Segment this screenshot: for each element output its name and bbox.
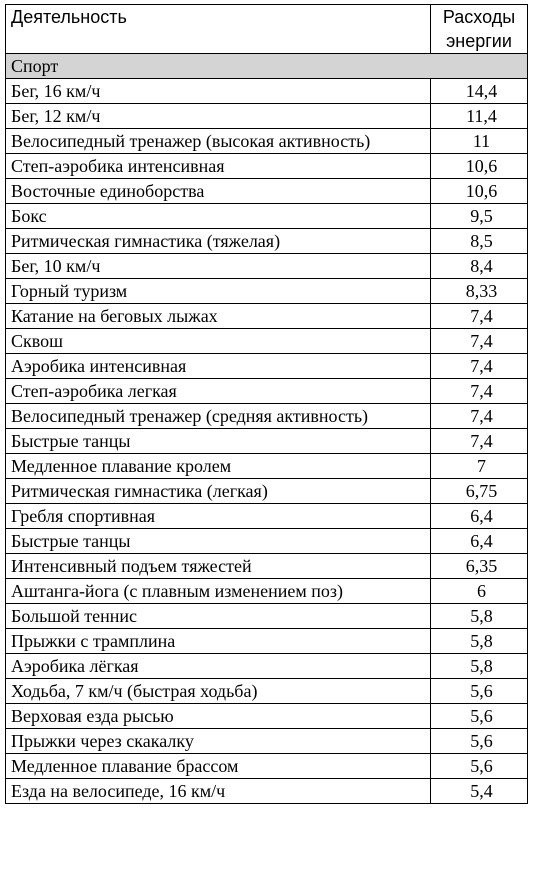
header-energy: [431, 5, 528, 54]
activity-cell: Бег, 10 км/ч: [6, 254, 431, 279]
activity-cell: Быстрые танцы: [6, 429, 431, 454]
activity-cell: Горный туризм: [6, 279, 431, 304]
activity-cell: Степ-аэробика легкая: [6, 379, 431, 404]
table-row: [6, 354, 528, 379]
table-row: [6, 554, 528, 579]
energy-cell: 11: [431, 129, 528, 154]
activity-cell: Бег, 16 км/ч: [6, 79, 431, 104]
energy-cell: 6,75: [431, 479, 528, 504]
table-row: [6, 679, 528, 704]
energy-cell: 8,33: [431, 279, 528, 304]
table-row: [6, 579, 528, 604]
activity-cell: Прыжки через скакалку: [6, 729, 431, 754]
activity-cell: Аэробика лёгкая: [6, 654, 431, 679]
activity-cell: Аэробика интенсивная: [6, 354, 431, 379]
table-row: [6, 204, 528, 229]
energy-cell: 14,4: [431, 79, 528, 104]
energy-cell: 11,4: [431, 104, 528, 129]
table-row: [6, 254, 528, 279]
energy-cell: 9,5: [431, 204, 528, 229]
energy-cell: 6,4: [431, 504, 528, 529]
energy-cell: 8,5: [431, 229, 528, 254]
energy-cell: 5,8: [431, 604, 528, 629]
header-energy-line1: Расходы: [442, 7, 516, 27]
table-row: [6, 429, 528, 454]
energy-cell: 7,4: [431, 379, 528, 404]
table-header-row: [6, 5, 528, 54]
table-row: [6, 329, 528, 354]
energy-cell: 8,4: [431, 254, 528, 279]
table-row: [6, 479, 528, 504]
table-row: [6, 754, 528, 779]
table-row: [6, 79, 528, 104]
energy-cell: 6,4: [431, 529, 528, 554]
table-row: [6, 604, 528, 629]
energy-cell: 7,4: [431, 304, 528, 329]
activity-cell: Езда на велосипеде, 16 км/ч: [6, 779, 431, 804]
energy-cell: 5,8: [431, 629, 528, 654]
activity-cell: Велосипедный тренажер (высокая активность): [6, 129, 431, 154]
activity-cell: Степ-аэробика интенсивная: [6, 154, 431, 179]
activity-cell: Медленное плавание брассом: [6, 754, 431, 779]
table-row: [6, 129, 528, 154]
energy-cell: 5,6: [431, 754, 528, 779]
header-activity: Деятельность: [6, 5, 431, 54]
energy-cell: 7,4: [431, 329, 528, 354]
section-row: [6, 54, 528, 79]
activity-cell: Ритмическая гимнастика (тяжелая): [6, 229, 431, 254]
table-row: [6, 279, 528, 304]
energy-cell: 6,35: [431, 554, 528, 579]
table-row: [6, 304, 528, 329]
activity-cell: Восточные единоборства: [6, 179, 431, 204]
activity-cell: Бокс: [6, 204, 431, 229]
energy-cell: 7: [431, 454, 528, 479]
energy-cell: 10,6: [431, 154, 528, 179]
activity-cell: Велосипедный тренажер (средняя активность): [6, 404, 431, 429]
table-row: [6, 179, 528, 204]
energy-cell: 6: [431, 579, 528, 604]
activity-cell: Прыжки с трамплина: [6, 629, 431, 654]
activity-cell: Сквош: [6, 329, 431, 354]
activity-cell: Катание на беговых лыжах: [6, 304, 431, 329]
energy-cell: 5,6: [431, 704, 528, 729]
activity-cell: Гребля спортивная: [6, 504, 431, 529]
activity-cell: Ходьба, 7 км/ч (быстрая ходьба): [6, 679, 431, 704]
table-row: [6, 529, 528, 554]
table-row: [6, 154, 528, 179]
activity-cell: Аштанга-йога (с плавным изменением поз): [6, 579, 431, 604]
table-row: [6, 729, 528, 754]
table-row: [6, 104, 528, 129]
header-energy-line2: энергии: [446, 31, 512, 51]
table-row: [6, 504, 528, 529]
activity-cell: Медленное плавание кролем: [6, 454, 431, 479]
table-row: [6, 379, 528, 404]
energy-cell: 5,8: [431, 654, 528, 679]
table-row: [6, 229, 528, 254]
energy-cell: 7,4: [431, 354, 528, 379]
activity-cell: Быстрые танцы: [6, 529, 431, 554]
table-row: [6, 404, 528, 429]
energy-cell: 5,4: [431, 779, 528, 804]
activity-cell: Бег, 12 км/ч: [6, 104, 431, 129]
activity-cell: Верховая езда рысью: [6, 704, 431, 729]
activity-cell: Интенсивный подъем тяжестей: [6, 554, 431, 579]
energy-cell: 5,6: [431, 729, 528, 754]
table-row: [6, 654, 528, 679]
table-row: [6, 704, 528, 729]
activity-cell: Ритмическая гимнастика (легкая): [6, 479, 431, 504]
energy-expenditure-table: [5, 4, 528, 804]
table-row: [6, 454, 528, 479]
table-row: [6, 629, 528, 654]
energy-cell: 7,4: [431, 429, 528, 454]
energy-cell: 10,6: [431, 179, 528, 204]
section-label: Спорт: [6, 54, 528, 79]
activity-cell: Большой теннис: [6, 604, 431, 629]
table-row: [6, 779, 528, 804]
energy-cell: 5,6: [431, 679, 528, 704]
energy-cell: 7,4: [431, 404, 528, 429]
